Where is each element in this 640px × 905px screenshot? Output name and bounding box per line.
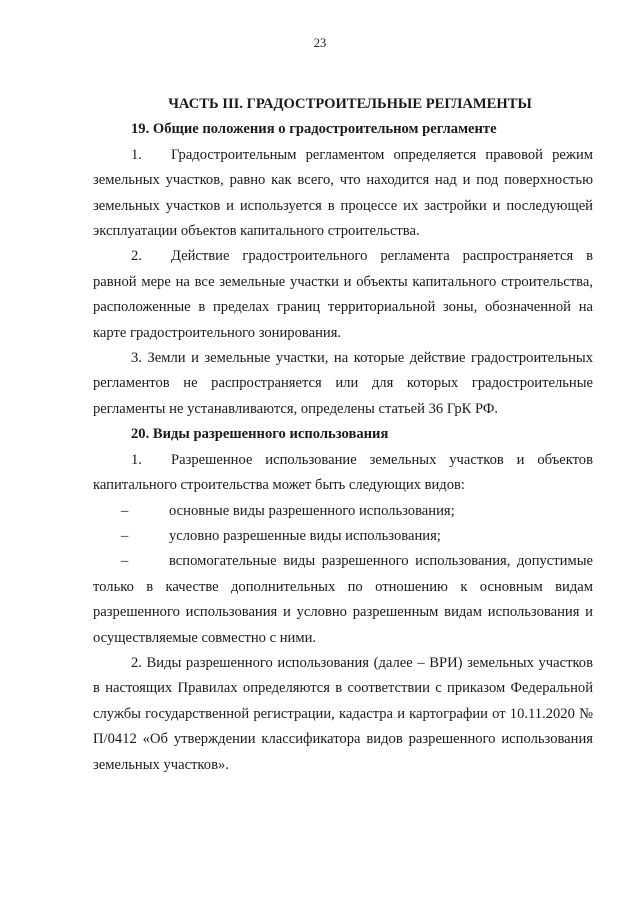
list-item-text: вспомогательные виды разрешенного использования, допустимые только в качестве дополнительных по отношению к основным видам разрешенного использования и условно разрешенным видам использования и осуществляемые совместно с ними. <box>93 553 593 646</box>
page-number: 23 <box>313 36 327 50</box>
paragraph-number: 1. <box>131 146 142 163</box>
paragraph-text: Действие градостроительного регламента распространяется в равной мере на все земельные участки и объекты капитального строительства, расположенные в пределах границ территориальной зоны, обозначенной на карте градостроительного зонирования. <box>93 248 593 341</box>
dash-marker: – <box>121 553 129 570</box>
paragraph-text: Разрешенное использование земельных участков и объектов капитального строительства может быть следующих видов: <box>93 451 593 494</box>
part-title: ЧАСТЬ III. ГРАДОСТРОИТЕЛЬНЫЕ РЕГЛАМЕНТЫ <box>168 96 532 112</box>
page-content <box>93 92 593 778</box>
paragraph-number: 2. <box>131 248 142 265</box>
dash-marker: – <box>121 502 129 519</box>
section-19-paragraph-3: 3. Земли и земельные участки, на которые действие градостроительных регламентов не распространяется или для которых градостроительные регламенты не устанавливаются, определены статьей 36 ГрК РФ. <box>93 350 593 417</box>
list-item <box>93 524 593 549</box>
section-19-title: 19. Общие положения о градостроительном регламенте <box>131 121 497 138</box>
section-20-paragraph-2: 2. Виды разрешенного использования (далее – ВРИ) земельных участков в настоящих Правилах определяются в соответствии с приказом Федеральной службы государственной регистрации, кадастра и картографии от 10.11.2020 № П/0412 «Об утверждении классификатора видов разрешенного использования земельных участков». <box>93 654 593 773</box>
list-item-text: условно разрешенные виды использования; <box>169 527 441 544</box>
section-20-title: 20. Виды разрешенного использования <box>131 426 389 443</box>
list-item-text: основные виды разрешенного использования; <box>169 502 455 519</box>
dash-marker: – <box>121 527 129 544</box>
paragraph-text: Градостроительным регламентом определяется правовой режим земельных участков, равно как всего, что находится над и под поверхностью земельных участков и используется в процессе их застройки и последующей эксплуатации объектов капитального строительства. <box>93 146 593 240</box>
section-19-paragraph-1 <box>93 143 593 245</box>
list-item <box>93 499 593 524</box>
section-20-paragraph-1 <box>93 448 593 499</box>
paragraph-number: 1. <box>131 451 142 468</box>
list-item <box>93 549 593 651</box>
section-19-paragraph-2 <box>93 244 593 346</box>
